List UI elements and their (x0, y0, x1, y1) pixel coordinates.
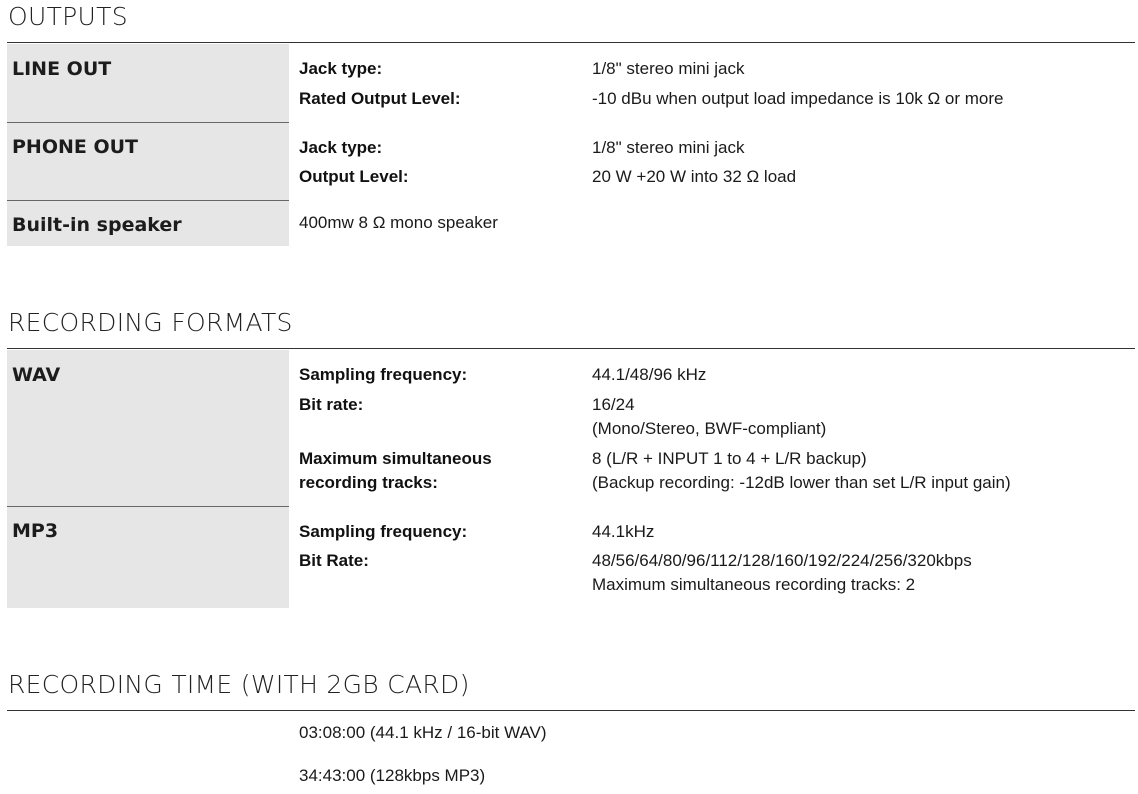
category-label-mp3: MP3 (12, 520, 59, 542)
category-label-phone-out: PHONE OUT (12, 136, 139, 158)
spec-value-output-level: 20 W +20 W into 32 Ω load (592, 167, 797, 186)
spec-key-sampling-frequency: Sampling frequency: (299, 522, 468, 541)
spec-value-speaker: 400mw 8 Ω mono speaker (299, 213, 498, 232)
section-rule-recording-time (7, 710, 1135, 711)
category-label-line-out: LINE OUT (12, 58, 112, 80)
spec-value-max-tracks: Maximum simultaneous recording tracks: 2 (592, 575, 916, 594)
spec-key-output-level: Output Level: (299, 167, 409, 186)
spec-value-bit-rate: 16/24 (592, 395, 635, 414)
spec-value-max-tracks-note: (Backup recording: -12dB lower than set L/R input gain) (592, 473, 1011, 492)
spec-value-jack-type: 1/8" stereo mini jack (592, 59, 745, 78)
category-divider (7, 122, 289, 123)
spec-key-bit-rate: Bit Rate: (299, 551, 369, 570)
spec-value-sampling-frequency: 44.1/48/96 kHz (592, 365, 707, 384)
recording-time-mp3: 34:43:00 (128kbps MP3) (299, 766, 486, 785)
category-divider (7, 200, 289, 201)
spec-key-sampling-frequency: Sampling frequency: (299, 365, 468, 384)
spec-key-bit-rate: Bit rate: (299, 395, 364, 414)
section-rule-recording-formats (7, 348, 1135, 349)
spec-key-max-tracks-line-2: recording tracks: (299, 473, 438, 492)
category-label-wav: WAV (12, 364, 61, 386)
spec-key-rated-output-level: Rated Output Level: (299, 89, 461, 108)
spec-key-max-tracks: Maximum simultaneous (299, 449, 492, 468)
spec-key-jack-type: Jack type: (299, 59, 383, 78)
spec-value-rated-output-level: -10 dBu when output load impedance is 10k Ω or more (592, 89, 1004, 108)
section-title-recording-formats: RECORDING FORMATS (8, 308, 293, 337)
category-label-built-in-speaker: Built-in speaker (12, 214, 182, 236)
section-rule-outputs (7, 42, 1135, 43)
spec-value-bit-rate: 48/56/64/80/96/112/128/160/192/224/256/320kbps (592, 551, 972, 570)
section-title-recording-time: RECORDING TIME (WITH 2GB CARD) (8, 670, 470, 699)
category-column-recording-formats (7, 350, 289, 608)
spec-value-jack-type: 1/8" stereo mini jack (592, 138, 745, 157)
spec-key-jack-type: Jack type: (299, 138, 383, 157)
spec-value-max-tracks: 8 (L/R + INPUT 1 to 4 + L/R backup) (592, 449, 867, 468)
section-title-outputs: OUTPUTS (8, 2, 128, 31)
recording-time-wav: 03:08:00 (44.1 kHz / 16-bit WAV) (299, 723, 547, 742)
category-divider (7, 506, 289, 507)
spec-value-bit-rate-note: (Mono/Stereo, BWF-compliant) (592, 419, 827, 438)
spec-value-sampling-frequency: 44.1kHz (592, 522, 655, 541)
